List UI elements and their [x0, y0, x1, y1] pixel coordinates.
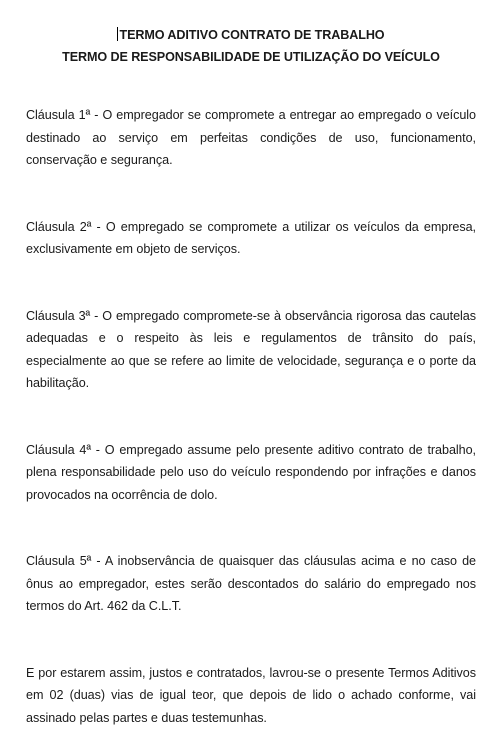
clause-3: Cláusula 3ª - O empregado compromete-se à observância rigorosa das cautelas adequadas e o respeito às leis e regulamentos de trânsito do país, especialmente ao que se refere ao limite de velocidade, segurança e o porte da habilitação. — [26, 305, 476, 395]
title-line-1: TERMO ADITIVO CONTRATO DE TRABALHO — [119, 28, 384, 42]
clause-5: Cláusula 5ª - A inobservância de quaisquer das cláusulas acima e no caso de ônus ao empregador, estes serão descontados do salário do empregado nos termos do Art. 462 da C.L.T. — [26, 550, 476, 618]
clause-2: Cláusula 2ª - O empregado se compromete a utilizar os veículos da empresa, exclusivamente em objeto de serviços. — [26, 216, 476, 261]
document-title — [26, 24, 476, 46]
document-header — [26, 24, 476, 68]
closing-paragraph: E por estarem assim, justos e contratados, lavrou-se o presente Termos Aditivos em 02 (duas) vias de igual teor, que depois de lido o achado conforme, vai assinado pelas partes e duas testemunhas. — [26, 662, 476, 729]
clause-4: Cláusula 4ª - O empregado assume pelo presente aditivo contrato de trabalho, plena responsabilidade pelo uso do veículo respondendo por infrações e danos provocados na ocorrência de dolo. — [26, 439, 476, 507]
document-subtitle: TERMO DE RESPONSABILIDADE DE UTILIZAÇÃO DO VEÍCULO — [26, 46, 476, 68]
clause-1: Cláusula 1ª - O empregador se compromete a entregar ao empregado o veículo destinado ao serviço em perfeitas condições de uso, funcionamento, conservação e segurança. — [26, 104, 476, 172]
